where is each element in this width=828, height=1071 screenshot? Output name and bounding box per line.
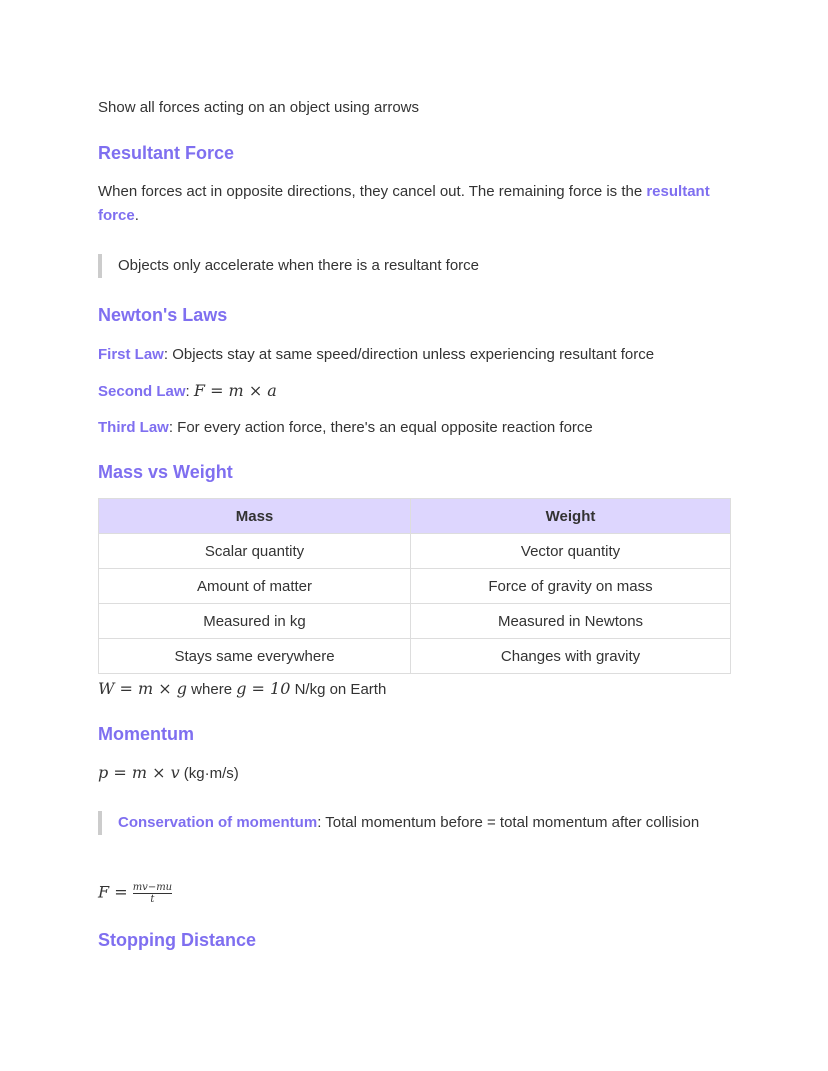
heading-stopping-distance: Stopping Distance: [98, 930, 257, 950]
denominator: t: [150, 894, 155, 905]
heading-newtons-laws: Newton's Laws: [98, 305, 228, 325]
column-header: Mass: [99, 499, 411, 534]
text: (kg·m/s): [179, 765, 239, 782]
second-law: [98, 379, 730, 404]
heading-mass-vs-weight: Mass vs Weight: [98, 462, 233, 482]
text: where: [187, 681, 237, 698]
second-law-label: Second Law: [98, 383, 186, 400]
text: : Total momentum before = total momentum after collision: [317, 814, 700, 831]
heading-momentum: Momentum: [98, 724, 194, 744]
formula: g = 10: [236, 679, 291, 698]
conservation-quote: [98, 811, 730, 835]
formula: F = m × a: [193, 381, 277, 400]
fraction: [133, 882, 172, 905]
table-row: [99, 639, 731, 674]
resultant-paragraph: [98, 180, 730, 228]
table-row: [99, 534, 731, 569]
text: : For every action force, there's an equal opposite reaction force: [168, 419, 593, 436]
cell: Force of gravity on mass: [411, 569, 731, 604]
cell: Amount of matter: [99, 569, 411, 604]
numerator: mv−mu: [132, 882, 173, 893]
cell: Stays same everywhere: [99, 639, 411, 674]
text: :: [185, 383, 194, 400]
conservation-term: Conservation of momentum: [118, 814, 318, 831]
formula: W = m × g: [98, 679, 188, 698]
resultant-quote: Objects only accelerate when there is a resultant force: [98, 254, 730, 278]
cell: Scalar quantity: [99, 534, 411, 569]
first-law: [98, 343, 730, 367]
cell: Measured in Newtons: [411, 604, 731, 639]
force-momentum-formula: [98, 882, 730, 905]
cell: Changes with gravity: [411, 639, 731, 674]
third-law: [98, 416, 730, 440]
resultant-term: resultant force: [98, 183, 710, 224]
text: N/kg on Earth: [290, 681, 387, 698]
formula: F =: [98, 882, 133, 902]
text: When forces act in opposite directions, they cancel out. The remaining force is the: [98, 183, 647, 200]
table-row: [99, 569, 731, 604]
mass-weight-table: [98, 498, 730, 674]
weight-formula: [98, 677, 730, 702]
cell: Vector quantity: [411, 534, 731, 569]
text: .: [134, 207, 139, 224]
first-law-label: First Law: [98, 346, 164, 363]
text: : Objects stay at same speed/direction unless experiencing resultant force: [163, 346, 655, 363]
third-law-label: Third Law: [98, 419, 169, 436]
heading-resultant-force: Resultant Force: [98, 143, 235, 163]
momentum-formula: [98, 761, 730, 786]
formula: p = m × v: [98, 763, 180, 782]
cell: Measured in kg: [99, 604, 411, 639]
table-row: [99, 604, 731, 639]
column-header: Weight: [411, 499, 731, 534]
intro-text: Show all forces acting on an object using arrows: [98, 99, 420, 116]
